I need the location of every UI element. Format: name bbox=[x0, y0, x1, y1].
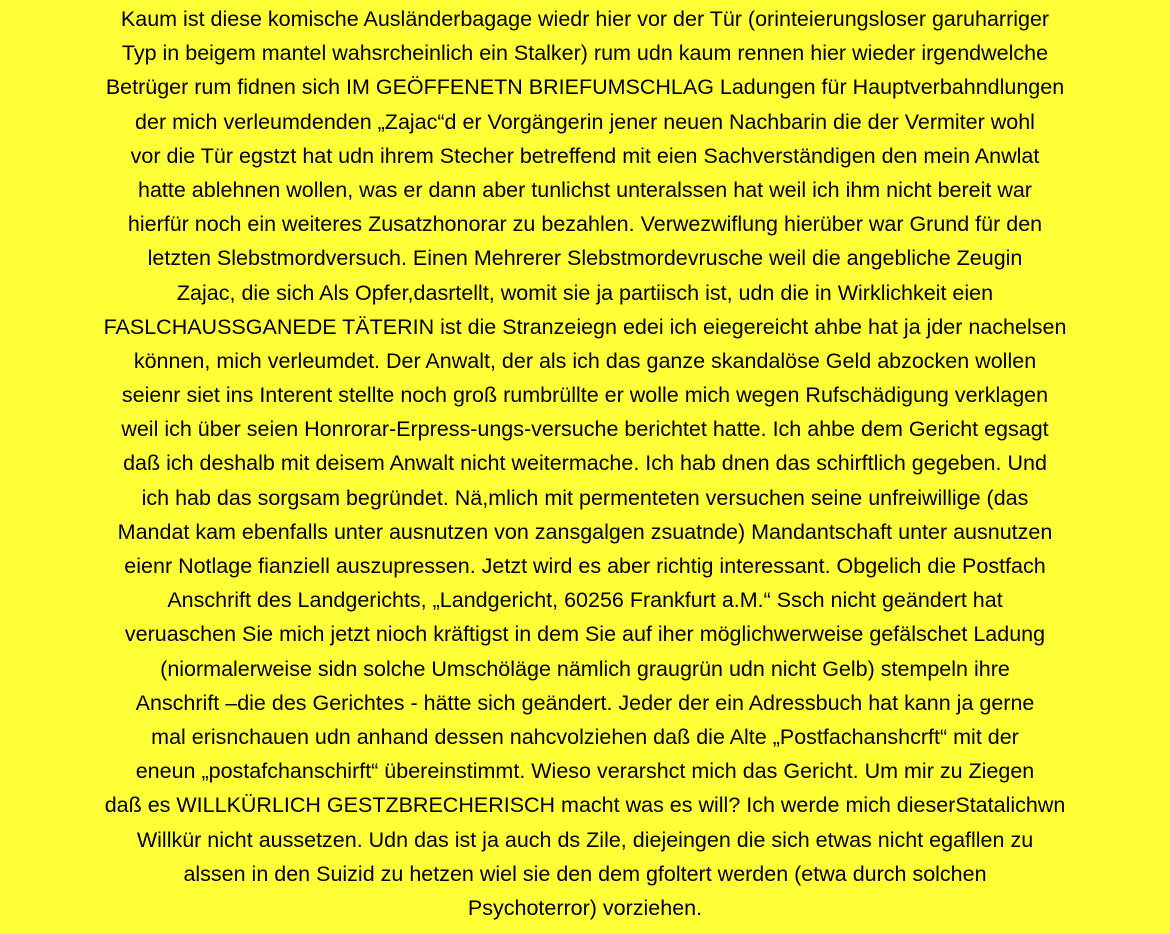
text-line: der mich verleumdenden „Zajac“d er Vorgängerin jener neuen Nachbarin die der Vermiter wohl bbox=[135, 109, 1035, 134]
text-line: eneun „postafchanschirft“ übereinstimmt. Wieso verarshct mich das Gericht. Um mir zu Ziegen bbox=[135, 759, 1035, 784]
text-line: hatte ablehnen wollen, was er dann aber tunlichst unteralssen hat weil ich ihm nicht bereit war bbox=[138, 177, 1032, 202]
text-line: Zajac, die sich Als Opfer,dasrtellt, womit sie ja partiisch ist, udn die in Wirklichkeit eien bbox=[176, 280, 994, 305]
text-line: Mandat kam ebenfalls unter ausnutzen von zansgalgen zsuatnde) Mandantschaft unter ausnutzen bbox=[117, 519, 1053, 544]
text-line: daß ich deshalb mit deisem Anwalt nicht weitermache. Ich hab dnen das schirftlich gegeben. Und bbox=[123, 451, 1047, 476]
text-line: eienr Notlage fianziell auszupressen. Jetzt wird es aber richtig interessant. Obgelich die Postfach bbox=[124, 554, 1046, 578]
text-line: mal erisnchauen udn anhand dessen nahcvolziehen daß die Alte „Postfachanshcrft“ mit der bbox=[151, 724, 1019, 749]
text-line: (niormalerweise sidn solche Umschöläge nämlich graugrün udn nicht Gelb) stempeln ihre bbox=[160, 656, 1010, 681]
text-line: Anschrift des Landgerichts, „Landgericht, 60256 Frankfurt a.M.“ Ssch nicht geändert hat bbox=[167, 588, 1003, 613]
text-line: Willkür nicht aussetzen. Udn das ist ja auch ds Zile, diejeingen die sich etwas nicht egafllen zu bbox=[136, 827, 1034, 852]
text-line: veruaschen Sie mich jetzt nioch kräftigst in dem Sie auf iher möglichwerweise gefälschet Ladung bbox=[124, 622, 1046, 647]
text-line: alssen in den Suizid zu hetzen wiel sie den dem gfoltert werden (etwa durch solchen bbox=[183, 861, 987, 886]
text-line: Betrüger rum fidnen sich IM GEÖFFENETN BRIEFUMSCHLAG Ladungen für Hauptverbahndlungen bbox=[105, 75, 1065, 100]
text-line: hierfür noch ein weiteres Zusatzhonorar zu bezahlen. Verwezwiflung hierüber war Grund für den bbox=[127, 212, 1043, 237]
text-line: Anschrift –die des Gerichtes - hätte sich geändert. Jeder der ein Adressbuch hat kann ja gerne bbox=[135, 690, 1035, 715]
text-line: Typ in beigem mantel wahsrcheinlich ein Stalker) rum udn kaum rennen hier wieder irgendwelche bbox=[121, 41, 1049, 66]
text-line: Psychoterror) vorziehen. bbox=[467, 895, 703, 920]
text-line: können, mich verleumdet. Der Anwalt, der als ich das ganze skandalöse Geld abzocken wollen bbox=[133, 348, 1037, 373]
text-line: daß es WILLKÜRLICH GESTZBRECHERISCH macht was es will? Ich werde mich dieserStatalichwn bbox=[104, 793, 1066, 818]
text-line: FASLCHAUSSGANEDE TÄTERIN ist die Stranzeiegn edei ich eiegereicht ahbe hat ja jder nachelsen bbox=[103, 314, 1067, 339]
body-text bbox=[6, 2, 1164, 925]
text-line: seienr siet ins Interent stellte noch groß rumbrüllte er wolle mich wegen Rufschädigung verklagen bbox=[121, 383, 1049, 408]
text-line: Kaum ist diese komische Ausländerbagage wiedr hier vor der Tür (orinteierungsloser garuharriger bbox=[120, 7, 1050, 31]
text-line: letzten Slebstmordversuch. Einen Mehrerer Slebstmordevrusche weil die angebliche Zeugin bbox=[147, 246, 1023, 271]
text-line: weil ich über seien Honrorar-Erpress-ungs-versuche berichtet hatte. Ich ahbe dem Gericht egsagt bbox=[121, 417, 1049, 442]
text-line: ich hab das sorgsam begründet. Nä,mlich mit permenteten versuchen seine unfreiwillige (das bbox=[141, 485, 1029, 510]
text-line: vor die Tür egstzt hat udn ihrem Stecher betreffend mit eien Sachverständigen den mein Anwlat bbox=[130, 143, 1040, 168]
